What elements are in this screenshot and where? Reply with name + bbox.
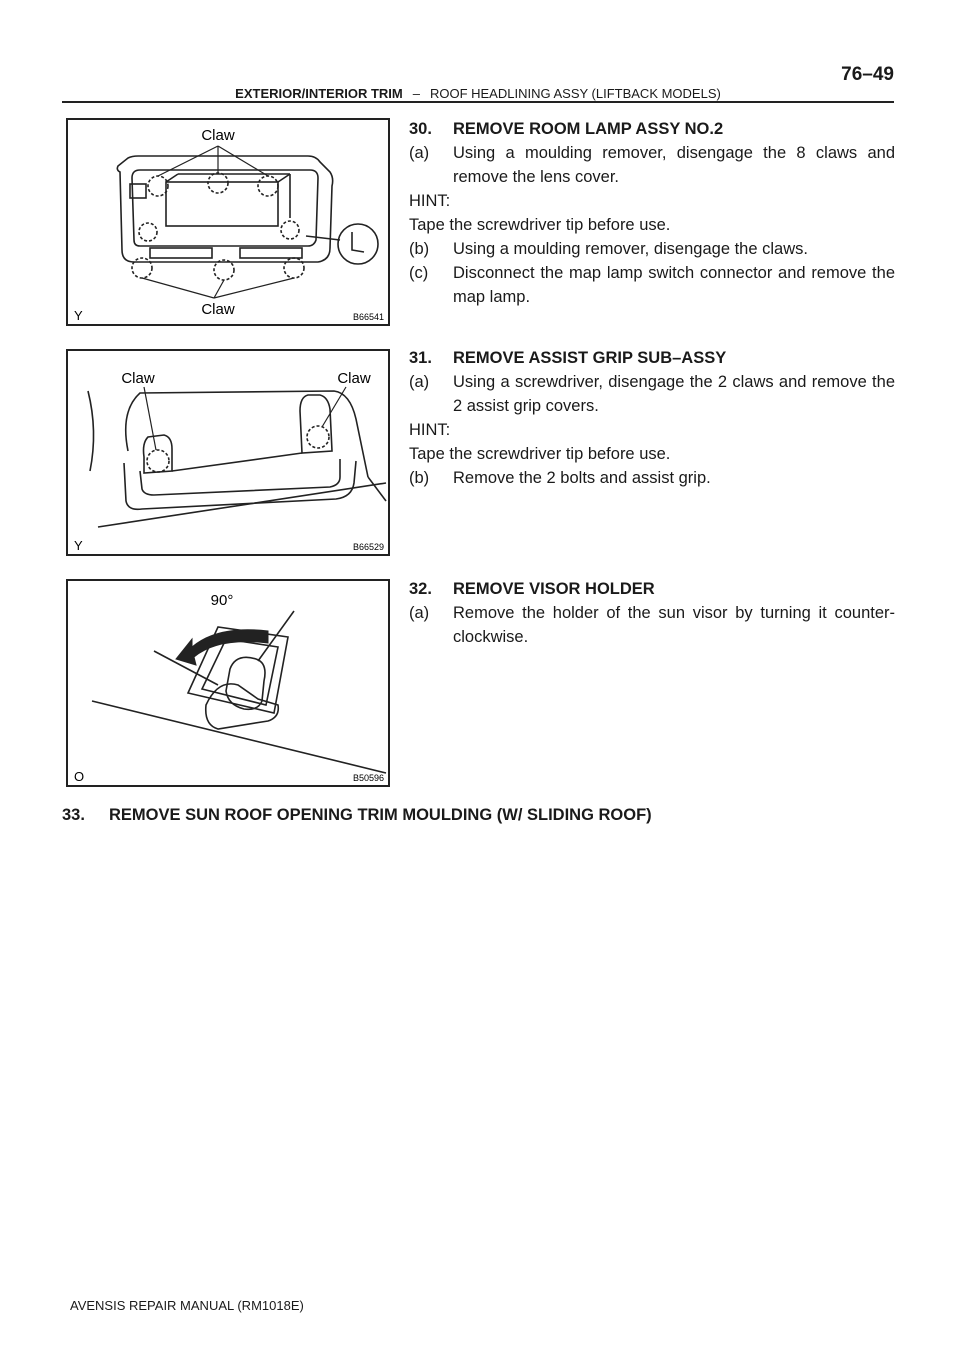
step-33-number: 33. — [62, 806, 85, 824]
step-30-hint-label: HINT: — [409, 192, 451, 210]
claw-label-bottom: Claw — [201, 301, 235, 318]
claw-label-right: Claw — [337, 370, 371, 387]
figure-mark: Y — [74, 538, 83, 553]
claw-label-top: Claw — [201, 127, 235, 144]
step-32 — [409, 577, 895, 649]
claw-label-left: Claw — [121, 370, 155, 387]
figure-mark: O — [74, 769, 85, 784]
angle-label: 90° — [210, 592, 234, 609]
step-30-hint-text: Tape the screwdriver tip before use. — [409, 216, 671, 234]
step-33 — [62, 806, 652, 825]
header-dash: – — [412, 86, 420, 101]
figure-code: B66541 — [352, 312, 384, 322]
figure-code: B66529 — [352, 542, 384, 552]
step-30-a: (a) Using a moulding remover, disengage the 8 claws and remove the lens cover. — [409, 144, 895, 186]
figure-code: B50596 — [352, 773, 384, 783]
header-subsection: ROOF HEADLINING ASSY (LIFTBACK MODELS) — [429, 86, 721, 101]
step-31-b: (b) Remove the 2 bolts and assist grip. — [409, 469, 711, 487]
header-section: EXTERIOR/INTERIOR TRIM — [235, 86, 403, 101]
running-header — [62, 86, 894, 101]
step-32-a: (a) Remove the holder of the sun visor by turning it counter-clockwise. — [409, 604, 895, 646]
figure-visor-holder — [66, 579, 390, 787]
step-31-title: 31. REMOVE ASSIST GRIP SUB–ASSY — [409, 349, 727, 367]
step-31-a: (a) Using a screwdriver, disengage the 2 claws and remove the 2 assist grip covers. — [409, 373, 895, 415]
page-number: 76–49 — [841, 64, 894, 85]
header-rule — [62, 101, 894, 103]
step-30-title: 30. REMOVE ROOM LAMP ASSY NO.2 — [409, 120, 724, 138]
figure-assist-grip — [66, 349, 390, 556]
step-30-b: (b) Using a moulding remover, disengage the claws. — [409, 240, 808, 258]
step-33-title: REMOVE SUN ROOF OPENING TRIM MOULDING (W/ SLIDING ROOF) — [109, 806, 652, 824]
page-header — [62, 64, 894, 104]
step-30-c: (c) Disconnect the map lamp switch connector and remove the map lamp. — [409, 264, 895, 306]
step-31-hint-text: Tape the screwdriver tip before use. — [409, 445, 671, 463]
page-footer: AVENSIS REPAIR MANUAL (RM1018E) — [70, 1298, 304, 1313]
visor-holder-illustration — [68, 581, 388, 785]
figure-mark: Y — [74, 308, 83, 323]
step-32-title: 32. REMOVE VISOR HOLDER — [409, 580, 655, 598]
figure-room-lamp — [66, 118, 390, 326]
step-31 — [409, 346, 895, 490]
room-lamp-illustration — [68, 120, 388, 324]
step-30 — [409, 117, 895, 309]
step-31-hint-label: HINT: — [409, 421, 451, 439]
assist-grip-illustration — [68, 351, 388, 554]
